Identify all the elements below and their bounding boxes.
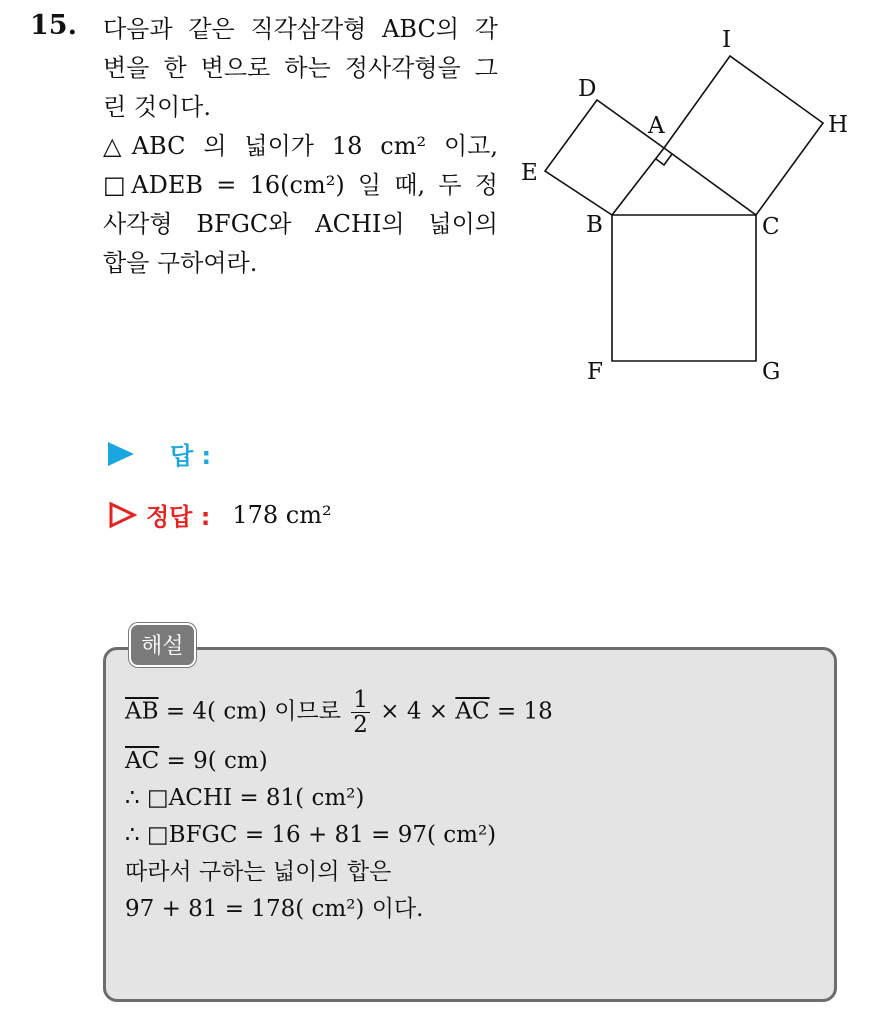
label-e: E <box>521 160 538 186</box>
question-text <box>103 10 498 283</box>
play-icon <box>108 442 134 466</box>
solution-content <box>125 688 553 928</box>
solution-line: ∴ □BFGC = 16 + 81 = 97( cm²) <box>125 822 497 848</box>
solution-line: 97 + 81 = 178( cm²) 이다. <box>125 896 424 922</box>
answer-row <box>108 436 211 471</box>
solution-text: = 9( cm) <box>159 748 268 774</box>
question-line: □ADEB = 16(cm²) 일 때, 두 정 <box>103 171 498 199</box>
solution-line: ∴ □ACHI = 81( cm²) <box>125 785 365 811</box>
question-line: △ABC 의 넓이가 18 cm² 이고, <box>103 132 498 160</box>
square-achi <box>664 56 823 215</box>
geometry-diagram <box>510 20 870 400</box>
fraction-numerator: 1 <box>353 687 368 713</box>
segment-ab: $\overline{AB}$ <box>125 698 159 725</box>
solution-line <box>125 743 553 780</box>
label-i: I <box>722 27 732 53</box>
solution-text: × 4 × <box>372 698 456 725</box>
question-line: 사각형 BFGC와 ACHI의 넓이의 <box>103 210 498 238</box>
question-line: 린 것이다. <box>103 93 211 121</box>
answer-label: 답 : <box>170 442 212 470</box>
segment-ac: $\overline{AC}$ <box>125 748 160 774</box>
correct-answer-value: 178 cm² <box>232 500 332 529</box>
solution-text: = 4( cm) 이므로 <box>158 698 349 725</box>
fraction-denominator: 2 <box>353 712 368 738</box>
segment-ac: $\overline{AC}$ <box>455 698 490 725</box>
play-outline-icon <box>108 501 138 529</box>
correct-answer-row <box>108 497 332 532</box>
question-line: 다음과 같은 직각삼각형 ABC의 각 <box>103 15 498 43</box>
square-bfgc <box>612 215 756 361</box>
solution-line <box>125 688 553 737</box>
correct-answer-label: 정답 : <box>146 503 211 531</box>
label-a: A <box>648 113 665 139</box>
fraction <box>351 688 370 737</box>
square-adeb <box>545 100 664 215</box>
solution-line: 따라서 구하는 넓이의 합은 <box>125 859 392 885</box>
label-b: B <box>586 212 603 238</box>
question-number: 15. <box>30 10 77 41</box>
question-line: 합을 구하여라. <box>103 249 258 277</box>
label-h: H <box>828 112 849 138</box>
solution-text: = 18 <box>489 698 553 725</box>
solution-tag: 해설 <box>129 623 196 667</box>
question-line: 변을 한 변으로 하는 정사각형을 그 <box>103 54 498 82</box>
label-f: F <box>587 359 603 385</box>
label-g: G <box>762 359 781 385</box>
label-d: D <box>578 76 597 102</box>
label-c: C <box>762 214 780 240</box>
